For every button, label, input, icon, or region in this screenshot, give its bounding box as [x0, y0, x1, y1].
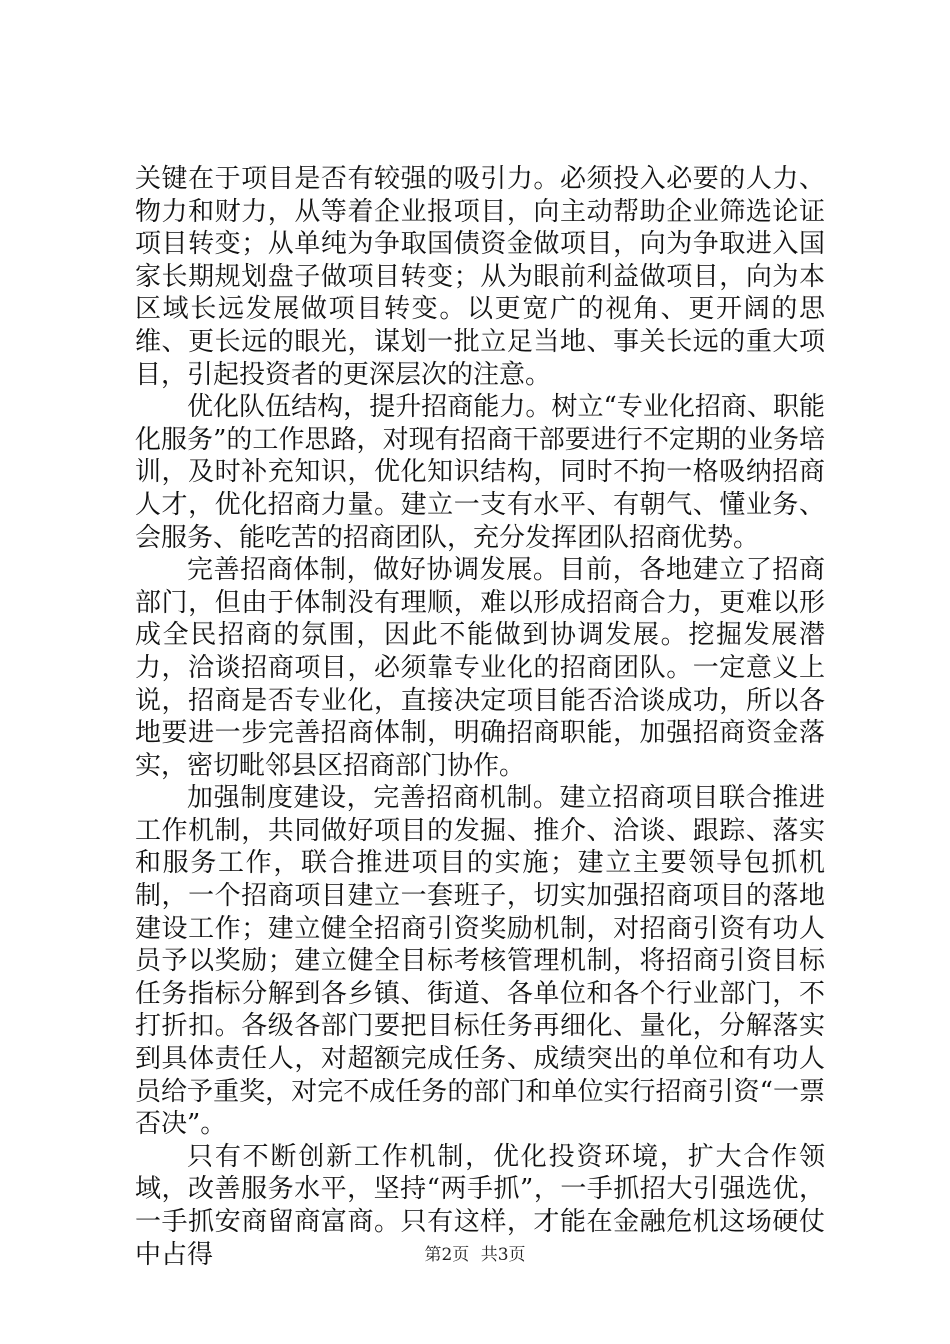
- paragraph-institution-building: 加强制度建设，完善招商机制。建立招商项目联合推进工作机制，共同做好项目的发掘、推介、洽谈、跟踪、落实和服务工作，联合推进项目的实施；建立主要领导包抓机制，一个招商项目建立一套班子，切实加强招商项目的落地建设工作；建立健全招商引资奖励机制，对招商引资有功人员予以奖励；建立健全目标考核管理机制，将招商引资目标任务指标分解到各乡镇、街道、各单位和各个行业部门，不打折扣。各级各部门要把目标任务再细化、量化，分解落实到具体责任人，对超额完成任务、成绩突出的单位和有功人员给予重奖，对完不成任务的部门和单位实行招商引资“一票否决”。: [135, 783, 825, 1140]
- paragraph-investment-system: 完善招商体制，做好协调发展。目前，各地建立了招商部门，但由于体制没有理顺，难以形成招商合力，更难以形成全民招商的氛围，因此不能做到协调发展。挖掘发展潜力，洽谈招商项目，必须靠专业化的招商团队。一定意义上说，招商是否专业化，直接决定项目能否洽谈成功，所以各地要进一步完善招商体制，明确招商职能，加强招商资金落实，密切毗邻县区招商部门协作。: [135, 555, 825, 781]
- page-footer: [0, 1240, 950, 1265]
- paragraph-conclusion: 只有不断创新工作机制，优化投资环境，扩大合作领域，改善服务水平，坚持“两手抓”，一手抓招大引强选优，一手抓安商留商富商。只有这样，才能在金融危机这场硬仗中占得: [135, 1141, 825, 1270]
- page-number: 第2页: [424, 1245, 470, 1265]
- paragraph-team-structure: 优化队伍结构，提升招商能力。树立“专业化招商、职能化服务”的工作思路，对现有招商干部要进行不定期的业务培训，及时补充知识，优化知识结构，同时不拘一格吸纳招商人才，优化招商力量。建立一支有水平、有朝气、懂业务、会服务、能吃苦的招商团队，充分发挥团队招商优势。: [135, 392, 825, 553]
- paragraph-continuation: 关键在于项目是否有较强的吸引力。必须投入必要的人力、物力和财力，从等着企业报项目，向主动帮助企业筛选论证项目转变；从单纯为争取国债资金做项目，向为争取进入国家长期规划盘子做项目转变；从为眼前利益做项目，向为本区域长远发展做项目转变。以更宽广的视角、更开阔的思维、更长远的眼光，谋划一批立足当地、事关长远的重大项目，引起投资者的更深层次的注意。: [135, 164, 825, 390]
- page-total: 共3页: [480, 1245, 526, 1265]
- document-body: [135, 163, 825, 1271]
